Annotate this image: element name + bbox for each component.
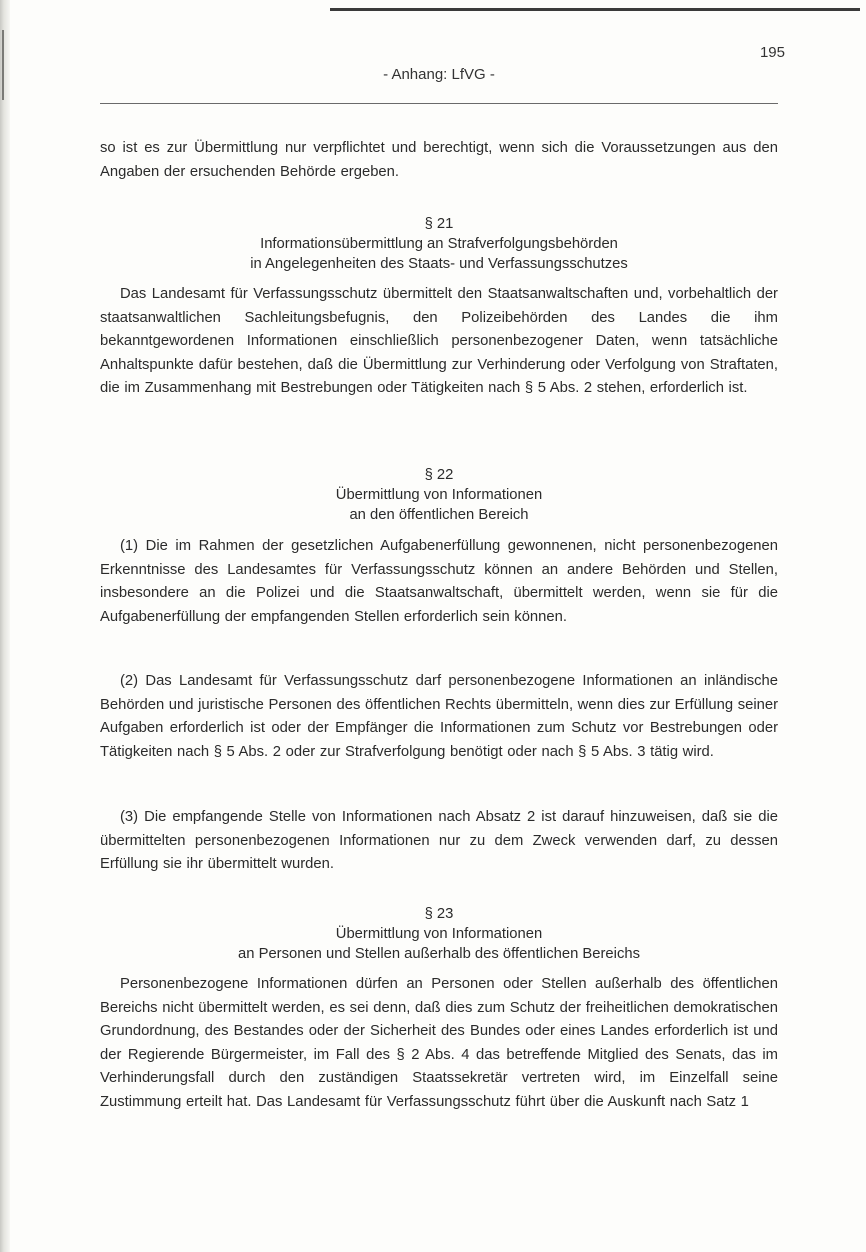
section-21-paragraph-1: Das Landesamt für Verfassungsschutz übermittelt den Staatsanwaltschaften und, vorbehaltlich der staatsanwaltlichen Sachleitungsbefugnis, den Polizeibehörden des Landes die ihm bekanntgewordenen Informationen einschließlich personenbezogener Daten, wenn tatsächliche Anhaltspunkte dafür bestehen, daß die Übermittlung zur Verhinderung oder Verfolgung von Straftaten, die im Zusammenhang mit Bestrebungen oder Tätigkeiten nach § 5 Abs. 2 stehen, erforderlich ist. <box>100 286 778 397</box>
section-21-number: § 21 <box>424 216 454 232</box>
section-23-heading <box>100 904 778 964</box>
page-binding-edge <box>0 0 10 1252</box>
section-21-title-line-2: in Angelegenheiten des Staats- und Verfassungsschutzes <box>250 256 628 272</box>
section-22-paragraph-1: (1) Die im Rahmen der gesetzlichen Aufgabenerfüllung gewonnenen, nicht personenbezogenen Erkenntnisse des Landesamtes für Verfassungsschutz können an andere Behörden und Stellen, insbesondere an die Polizei und die Staatsanwaltschaft, übermittelt werden, wenn sie für die Aufgabenerfüllung der empfangenden Stellen erforderlich sein können. <box>100 538 778 625</box>
section-22-title-line-2: an den öffentlichen Bereich <box>349 507 529 523</box>
section-21-title-line-1: Informationsübermittlung an Strafverfolgungsbehörden <box>260 236 618 252</box>
section-23-paragraph-1: Personenbezogene Informationen dürfen an Personen oder Stellen außerhalb des öffentlichen Bereichs nicht übermittelt werden, es sei denn, daß dies zum Schutz der freiheitlichen demokratischen Grundordnung, des Bestandes oder der Sicherheit des Bundes oder eines Landes erforderlich ist und der Regierende Bürgermeister, im Fall des § 2 Abs. 4 das betreffende Mitglied des Senats, das im Verhinderungsfall durch den zuständigen Staatssekretär vertreten wird, im Einzelfall seine Zustimmung erteilt hat. Das Landesamt für Verfassungsschutz führt über die Auskunft nach Satz 1 <box>100 976 778 1110</box>
section-22-title-line-1: Übermittlung von Informationen <box>335 487 543 503</box>
header-divider <box>100 103 778 104</box>
section-23-title-line-2: an Personen und Stellen außerhalb des öffentlichen Bereichs <box>238 946 640 962</box>
section-21-heading <box>100 214 778 274</box>
page-number: 195 <box>759 44 785 61</box>
section-22-heading <box>100 465 778 525</box>
intro-paragraph: so ist es zur Übermittlung nur verpflichtet und berechtigt, wenn sich die Voraussetzungen aus den Angaben der ersuchenden Behörde ergeben. <box>100 140 778 180</box>
section-22-paragraph-2: (2) Das Landesamt für Verfassungsschutz darf personenbezogene Informationen an inländische Behörden und juristische Personen des öffentlichen Rechts übermitteln, wenn dies zur Erfüllung seiner Aufgaben erforderlich ist oder der Empfänger die Informationen zum Schutz vor Bestrebungen oder Tätigkeiten nach § 5 Abs. 2 oder zur Strafverfolgung benötigt oder nach § 5 Abs. 3 tätig wird. <box>100 673 778 760</box>
section-22-paragraph-3: (3) Die empfangende Stelle von Informationen nach Absatz 2 ist darauf hinzuweisen, daß sie die übermittelten personenbezogenen Informationen nur zu dem Zweck verwenden darf, zu dessen Erfüllung sie ihr übermittelt wurden. <box>100 809 778 873</box>
binding-mark <box>2 30 4 100</box>
section-22-number: § 22 <box>424 467 454 483</box>
section-23-number: § 23 <box>424 906 454 922</box>
section-23-title-line-1: Übermittlung von Informationen <box>335 926 543 942</box>
running-head: - Anhang: LfVG - <box>383 66 495 83</box>
top-edge-rule <box>330 8 860 11</box>
